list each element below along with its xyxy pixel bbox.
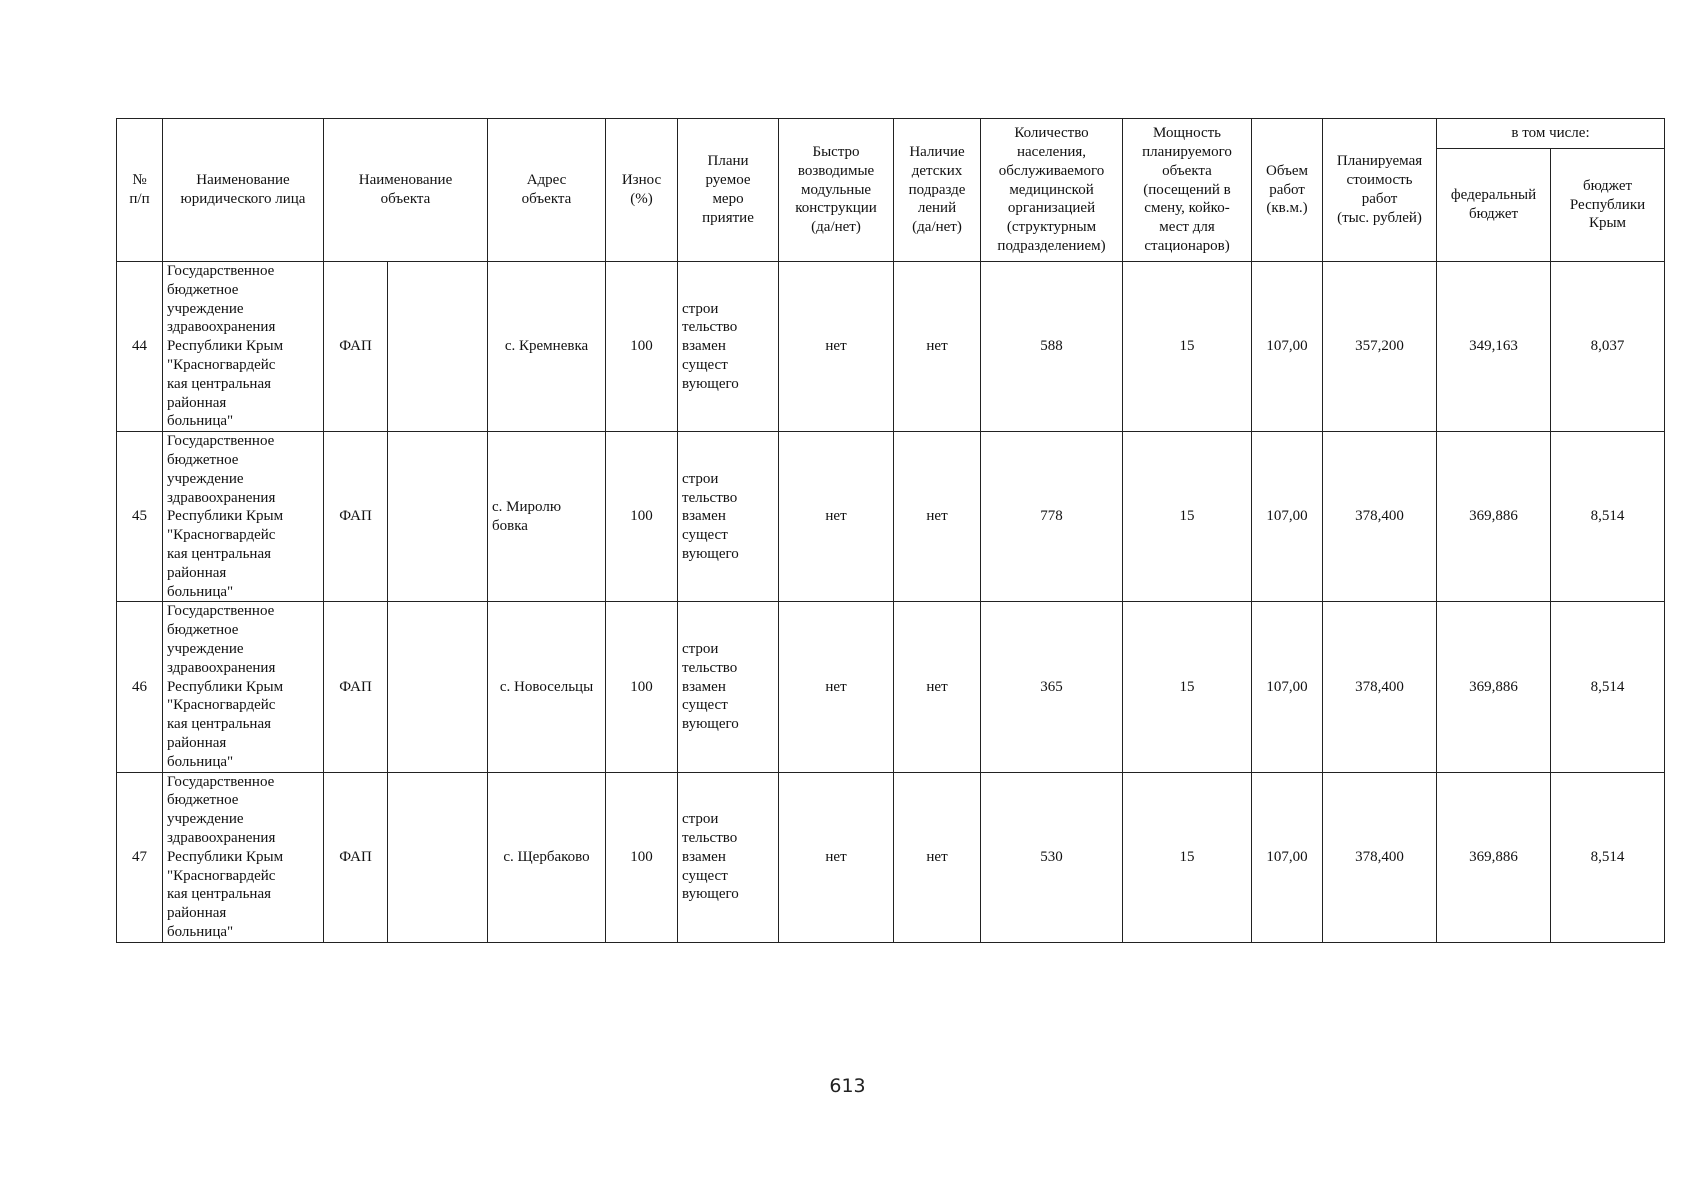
cell-empty <box>388 772 488 942</box>
cell-num: 44 <box>117 262 163 432</box>
header-republic: бюджет Республики Крым <box>1551 149 1665 262</box>
cell-legal-entity: Государственное бюджетное учреждение здравоохранения Республики Крым "Красногвардейс кая центральная районная больница" <box>163 432 324 602</box>
cell-legal-entity: Государственное бюджетное учреждение здравоохранения Республики Крым "Красногвардейс кая центральная районная больница" <box>163 602 324 772</box>
cell-address: с. Новосельцы <box>488 602 606 772</box>
cell-federal: 349,163 <box>1437 262 1551 432</box>
cell-volume: 107,00 <box>1252 602 1323 772</box>
cell-address: с. Миролю бовка <box>488 432 606 602</box>
cell-wear: 100 <box>606 432 678 602</box>
cell-population: 365 <box>981 602 1123 772</box>
header-wear: Износ (%) <box>606 119 678 262</box>
header-modular: Быстро возводимые модульные конструкции (да/нет) <box>779 119 894 262</box>
cell-object-name: ФАП <box>324 432 388 602</box>
cell-legal-entity: Государственное бюджетное учреждение здравоохранения Республики Крым "Красногвардейс кая центральная районная больница" <box>163 772 324 942</box>
cell-volume: 107,00 <box>1252 772 1323 942</box>
table-row <box>117 432 1665 602</box>
cell-object-name: ФАП <box>324 602 388 772</box>
cell-legal-entity: Государственное бюджетное учреждение здравоохранения Республики Крым "Красногвардейс кая центральная районная больница" <box>163 262 324 432</box>
cell-object-name: ФАП <box>324 772 388 942</box>
cell-capacity: 15 <box>1123 602 1252 772</box>
cell-population: 530 <box>981 772 1123 942</box>
cell-republic: 8,037 <box>1551 262 1665 432</box>
cell-cost: 378,400 <box>1323 602 1437 772</box>
cell-object-name: ФАП <box>324 262 388 432</box>
cell-capacity: 15 <box>1123 772 1252 942</box>
cell-cost: 378,400 <box>1323 432 1437 602</box>
cell-population: 778 <box>981 432 1123 602</box>
table-row <box>117 602 1665 772</box>
table-row <box>117 262 1665 432</box>
cell-num: 45 <box>117 432 163 602</box>
cell-wear: 100 <box>606 772 678 942</box>
header-object-name: Наименование объекта <box>324 119 488 262</box>
cell-federal: 369,886 <box>1437 602 1551 772</box>
cell-measure: строи тельство взамен сущест вующего <box>678 772 779 942</box>
funding-table <box>116 118 1665 943</box>
cell-volume: 107,00 <box>1252 432 1323 602</box>
cell-modular: нет <box>779 262 894 432</box>
cell-measure: строи тельство взамен сущест вующего <box>678 432 779 602</box>
header-population: Количество населения, обслуживаемого медицинской организацией (структурным подразделением) <box>981 119 1123 262</box>
cell-num: 46 <box>117 602 163 772</box>
table-row <box>117 772 1665 942</box>
cell-wear: 100 <box>606 602 678 772</box>
header-num: № п/п <box>117 119 163 262</box>
cell-empty <box>388 602 488 772</box>
header-including: в том числе: <box>1437 119 1665 149</box>
cell-capacity: 15 <box>1123 262 1252 432</box>
page-number: 613 <box>829 1075 866 1097</box>
cell-cost: 378,400 <box>1323 772 1437 942</box>
cell-address: с. Кремневка <box>488 262 606 432</box>
header-capacity: Мощность планируемого объекта (посещений в смену, койко- мест для стационаров) <box>1123 119 1252 262</box>
cell-modular: нет <box>779 772 894 942</box>
header-legal-entity: Наименование юридического лица <box>163 119 324 262</box>
header-cost: Планируемая стоимость работ (тыс. рублей) <box>1323 119 1437 262</box>
cell-republic: 8,514 <box>1551 602 1665 772</box>
cell-empty <box>388 262 488 432</box>
cell-federal: 369,886 <box>1437 432 1551 602</box>
cell-address: с. Щербаково <box>488 772 606 942</box>
cell-federal: 369,886 <box>1437 772 1551 942</box>
cell-children: нет <box>894 432 981 602</box>
cell-cost: 357,200 <box>1323 262 1437 432</box>
header-volume: Объем работ (кв.м.) <box>1252 119 1323 262</box>
table-header <box>117 119 1665 262</box>
cell-children: нет <box>894 772 981 942</box>
cell-republic: 8,514 <box>1551 432 1665 602</box>
header-children: Наличие детских подразде лений (да/нет) <box>894 119 981 262</box>
header-measure: Плани руемое меро приятие <box>678 119 779 262</box>
cell-capacity: 15 <box>1123 432 1252 602</box>
header-federal: федеральный бюджет <box>1437 149 1551 262</box>
cell-modular: нет <box>779 432 894 602</box>
cell-num: 47 <box>117 772 163 942</box>
cell-children: нет <box>894 262 981 432</box>
cell-republic: 8,514 <box>1551 772 1665 942</box>
cell-children: нет <box>894 602 981 772</box>
cell-measure: строи тельство взамен сущест вующего <box>678 262 779 432</box>
cell-measure: строи тельство взамен сущест вующего <box>678 602 779 772</box>
cell-population: 588 <box>981 262 1123 432</box>
cell-empty <box>388 432 488 602</box>
cell-modular: нет <box>779 602 894 772</box>
header-address: Адрес объекта <box>488 119 606 262</box>
cell-wear: 100 <box>606 262 678 432</box>
cell-volume: 107,00 <box>1252 262 1323 432</box>
